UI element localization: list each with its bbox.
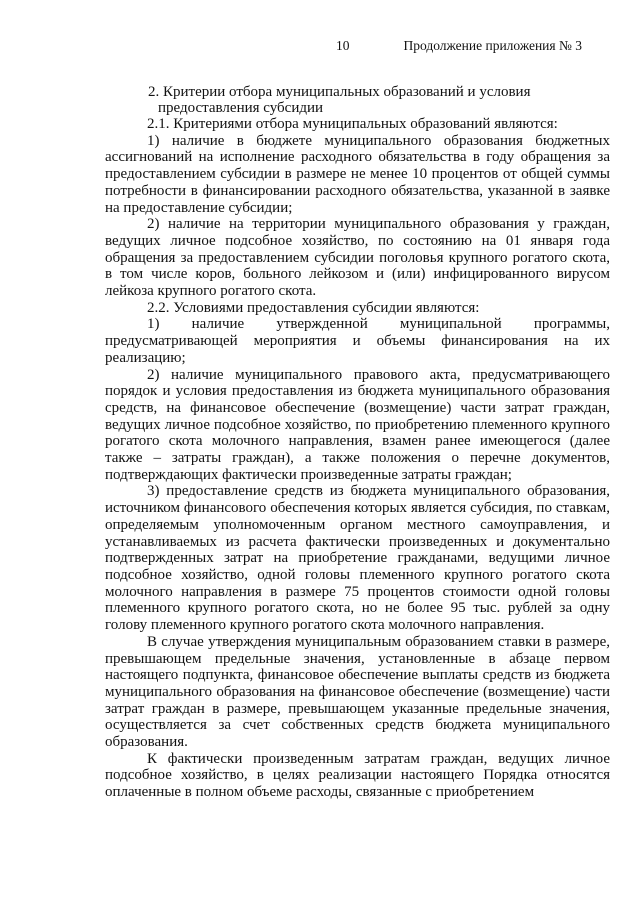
paragraph-criterion-2: 2) наличие на территории муниципального образования у граждан, ведущих личное подсобное хозяйство, по состоянию на 01 января года обращения за предоставлением субсидии поголовья крупного рогатого скота, в том числе коров, больного лейкозом и (или) инфицированного вирусом лейкоза крупного рогатого скота. [105, 216, 610, 300]
paragraph-condition-1: 1) наличие утвержденной муниципальной программы, предусматривающей мероприятия и объемы финансирования на их реализацию; [105, 316, 610, 366]
section-heading [148, 84, 548, 116]
appendix-continuation-note: Продолжение приложения № 3 [403, 38, 582, 53]
paragraph-rate-exceeding: В случае утверждения муниципальным образованием ставки в размере, превышающем предельные значения, установленные в абзаце первом настоящего подпункта, финансовое обеспечение выплаты средств из бюджета муниципального образования на финансовое обеспечение (возмещение) части затрат граждан в размере, превышающем указанные предельные значения, осуществляется за счет собственных средств бюджета муниципального образования. [105, 633, 610, 751]
paragraph-criterion-1: 1) наличие в бюджете муниципального образования бюджетных ассигнований на исполнение расходного обязательства в году обращения за предоставлением субсидии в размере не менее 10 процентов от общей суммы потребности в финансировании расходного обязательства, указанной в заявке на предоставление субсидии; [105, 132, 610, 216]
paragraph-condition-3: 3) предоставление средств из бюджета муниципального образования, источником финансового обеспечения которых является субсидия, по ставкам, определяемым уполномоченным органом местного самоуправления, и устанавливаемых из расчета фактически произведенных и документально подтвержденных затрат на приобретение гражданами, ведущими личное подсобное хозяйство, одной головы племенного крупного рогатого скота молочного направления в размере 75 процентов стоимости одной головы племенного крупного рогатого скота, но не более 95 тыс. рублей за одну голову племенного крупного рогатого скота молочного направления. [105, 483, 610, 634]
paragraph-2-1-intro: 2.1. Критериями отбора муниципальных образований являются: [147, 116, 558, 132]
page-header [0, 38, 640, 56]
paragraph-condition-2: 2) наличие муниципального правового акта, предусматривающего порядок и условия предоставления из бюджета муниципального образования средств, на финансовое обеспечение (возмещение) части затрат граждан, ведущих личное подсобное хозяйство, по приобретению племенного крупного рогатого скота молочного направления, взамен ранее имеющегося (далее также – затраты граждан), а также положения о перечне документов, подтверждающих фактически произведенные затраты граждан; [105, 366, 610, 483]
body-text [105, 116, 610, 801]
paragraph-2-2-intro: 2.2. Условиями предоставления субсидии являются: [147, 299, 480, 316]
section-heading-line1: 2. Критерии отбора муниципальных образований и условия [148, 84, 531, 100]
section-heading-line2: предоставления субсидии [158, 100, 324, 116]
page-number: 10 [336, 38, 350, 53]
paragraph-actual-costs: К фактически произведенным затратам граждан, ведущих личное подсобное хозяйство, в целях реализации настоящего Порядка относятся оплаченные в полном объеме расходы, связанные с приобретением [105, 750, 610, 801]
